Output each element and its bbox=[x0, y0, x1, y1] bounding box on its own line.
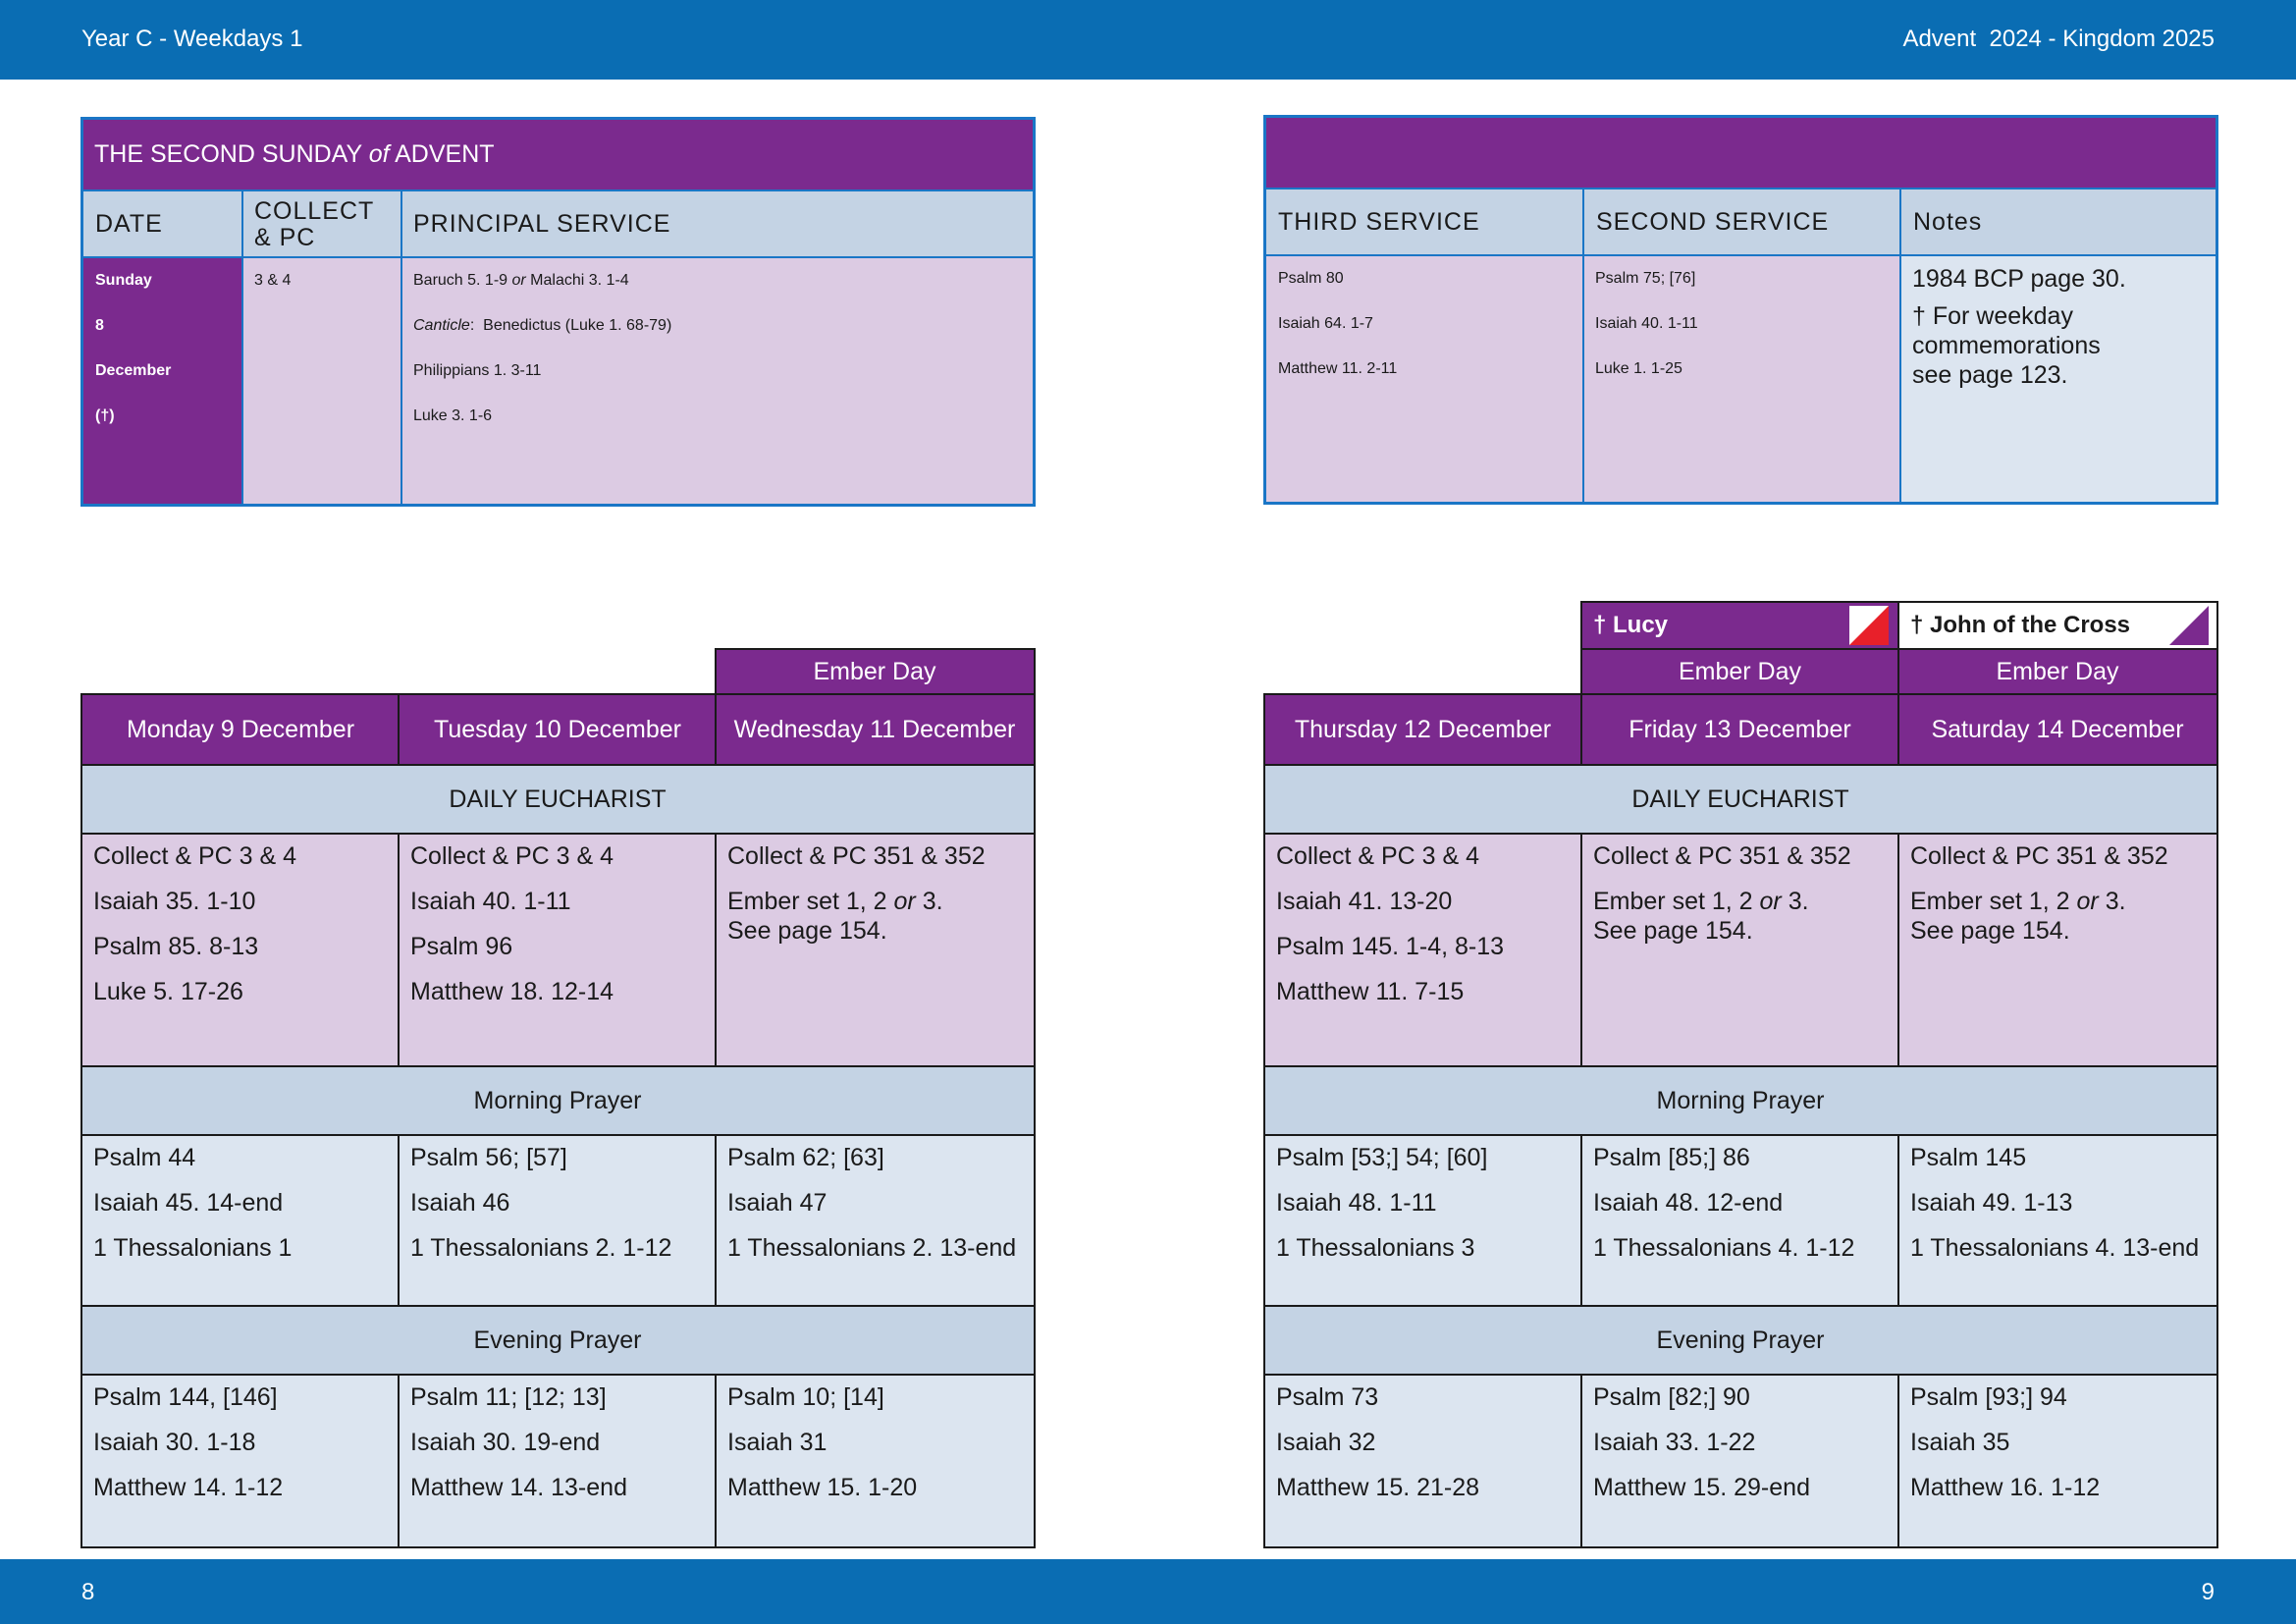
reading: Luke 5. 17-26 bbox=[93, 978, 243, 1005]
left-grid-border bbox=[80, 693, 1036, 1548]
sunday-title bbox=[83, 120, 1033, 189]
ember-text: See page 154. bbox=[1910, 917, 2070, 945]
grid-line bbox=[83, 256, 1033, 258]
grid-line bbox=[1264, 1134, 2217, 1136]
day-header-monday: Monday 9 December bbox=[81, 694, 400, 765]
day-header-friday: Friday 13 December bbox=[1581, 694, 1898, 765]
sunday-title-italic: of bbox=[368, 140, 390, 168]
reading: 1 Thessalonians 4. 1-12 bbox=[1593, 1234, 1855, 1262]
reading: 1 Thessalonians 2. 13-end bbox=[727, 1234, 1017, 1262]
reading: Collect & PC 351 & 352 bbox=[1910, 842, 2168, 870]
grid-line bbox=[398, 1375, 400, 1547]
reading: Isaiah 48. 12-end bbox=[1593, 1189, 1784, 1217]
grid-line bbox=[1264, 764, 2217, 766]
grid-line bbox=[1897, 1375, 1899, 1547]
reading: Isaiah 48. 1-11 bbox=[1276, 1189, 1437, 1217]
grid-line bbox=[1264, 1305, 2217, 1307]
reading: Isaiah 30. 1-18 bbox=[93, 1429, 256, 1456]
reading: Collect & PC 3 & 4 bbox=[93, 842, 297, 870]
sunday-table bbox=[80, 117, 1036, 507]
ember-text: Ember set 1, 2 bbox=[727, 888, 894, 915]
reading: Psalm [53;] 54; [60] bbox=[1276, 1144, 1488, 1171]
page-number-right: 9 bbox=[2201, 1579, 2215, 1605]
reading: Isaiah 30. 19-end bbox=[410, 1429, 601, 1456]
col-third-header: THIRD SERVICE bbox=[1278, 208, 1480, 236]
reading: Isaiah 64. 1-7 bbox=[1278, 315, 1373, 332]
reading: Collect & PC 351 & 352 bbox=[727, 842, 986, 870]
grid-line bbox=[1897, 693, 1899, 765]
grid-line bbox=[398, 1135, 400, 1306]
services-table bbox=[1263, 115, 2218, 505]
sunday-principal-cell bbox=[401, 258, 1033, 504]
reading: Psalm 62; [63] bbox=[727, 1144, 884, 1171]
reading: Psalm 10; [14] bbox=[727, 1383, 884, 1411]
reading: Isaiah 41. 13-20 bbox=[1276, 888, 1453, 915]
grid-line bbox=[81, 1305, 1035, 1307]
date-line: Sunday bbox=[95, 272, 152, 289]
reading: Matthew 11. 7-15 bbox=[1276, 978, 1465, 1005]
section-morning-prayer: Morning Prayer bbox=[81, 1066, 1034, 1135]
reading: 1 Thessalonians 1 bbox=[93, 1234, 293, 1262]
reading: Psalm 44 bbox=[93, 1144, 196, 1171]
reading: Matthew 14. 1-12 bbox=[93, 1474, 284, 1501]
reading: Psalm 11; [12; 13] bbox=[410, 1383, 607, 1411]
grid-line bbox=[1897, 1135, 1899, 1306]
reading: Matthew 15. 21-28 bbox=[1276, 1474, 1480, 1501]
third-service-cell bbox=[1266, 256, 1583, 502]
reading: Psalm 75; [76] bbox=[1595, 270, 1696, 287]
col-collect-header bbox=[254, 198, 374, 251]
reading: Psalm 73 bbox=[1276, 1383, 1379, 1411]
col-date-header: DATE bbox=[95, 210, 163, 238]
reading: Matthew 11. 2-11 bbox=[1278, 360, 1398, 377]
grid-line bbox=[1264, 1065, 2217, 1067]
ember-tab-border bbox=[715, 648, 1036, 695]
right-grid-border bbox=[1263, 693, 2218, 1548]
grid-line bbox=[398, 834, 400, 1066]
principal-reading-3: Philippians 1. 3-11 bbox=[413, 362, 542, 379]
ember-day-label: Ember Day bbox=[1581, 649, 1898, 694]
grid-line bbox=[81, 764, 1035, 766]
reading: Isaiah 40. 1-11 bbox=[1595, 315, 1698, 332]
reading: Luke 1. 1-25 bbox=[1595, 360, 1682, 377]
header-right-text: Advent 2024 - Kingdom 2025 bbox=[1902, 26, 2215, 52]
note-line: commemorations bbox=[1912, 332, 2101, 359]
note-line: 1984 BCP page 30. bbox=[1912, 265, 2126, 293]
reading: Isaiah 31 bbox=[727, 1429, 828, 1456]
grid-line bbox=[1581, 648, 2217, 650]
reading: Psalm [93;] 94 bbox=[1910, 1383, 2067, 1411]
ember-text: See page 154. bbox=[727, 917, 887, 945]
reading: Matthew 18. 12-14 bbox=[410, 978, 614, 1005]
principal-reading-4: Luke 3. 1-6 bbox=[413, 407, 493, 424]
reading: Collect & PC 351 & 352 bbox=[1593, 842, 1851, 870]
grid-line bbox=[1264, 1374, 2217, 1376]
ember-text: 3. bbox=[2098, 888, 2126, 915]
ember-or: or bbox=[2076, 888, 2099, 915]
grid-line bbox=[81, 1065, 1035, 1067]
ember-text: Ember set 1, 2 bbox=[1593, 888, 1760, 915]
reading: Isaiah 47 bbox=[727, 1189, 828, 1217]
day-header-wednesday: Wednesday 11 December bbox=[716, 694, 1034, 765]
grid-line bbox=[1897, 834, 1899, 1066]
reading: Matthew 14. 13-end bbox=[410, 1474, 627, 1501]
sunday-date-cell bbox=[83, 258, 242, 504]
reading: Psalm 144, [146] bbox=[93, 1383, 278, 1411]
reading: Matthew 15. 1-20 bbox=[727, 1474, 918, 1501]
sunday-collect-cell bbox=[242, 258, 401, 504]
sunday-title-text-1: THE SECOND SUNDAY bbox=[94, 140, 369, 168]
date-line: 8 bbox=[95, 317, 104, 334]
grid-line bbox=[1580, 1375, 1582, 1547]
ember-day-label: Ember Day bbox=[1898, 649, 2216, 694]
date-line: (†) bbox=[95, 407, 115, 424]
reading: Matthew 15. 29-end bbox=[1593, 1474, 1810, 1501]
grid-line bbox=[81, 833, 1035, 835]
grid-line bbox=[81, 1134, 1035, 1136]
note-block bbox=[1912, 301, 2204, 390]
grid-line bbox=[1264, 833, 2217, 835]
grid-line bbox=[1266, 188, 2216, 189]
note-line: see page 123. bbox=[1912, 361, 2068, 389]
reading: 1 Thessalonians 4. 13-end bbox=[1910, 1234, 2200, 1262]
reading: Psalm [85;] 86 bbox=[1593, 1144, 1750, 1171]
reading: Psalm 56; [57] bbox=[410, 1144, 567, 1171]
ember-or: or bbox=[893, 888, 916, 915]
grid-line bbox=[1899, 188, 1901, 502]
grid-line bbox=[398, 693, 400, 765]
reading: Collect & PC 3 & 4 bbox=[410, 842, 614, 870]
grid-line bbox=[715, 1375, 717, 1547]
date-line: December bbox=[95, 362, 172, 379]
reading: Isaiah 33. 1-22 bbox=[1593, 1429, 1756, 1456]
day-header-thursday: Thursday 12 December bbox=[1264, 694, 1581, 765]
tag-lucy-text: † Lucy bbox=[1593, 612, 1669, 638]
grid-line bbox=[81, 1374, 1035, 1376]
principal-reading-1 bbox=[413, 258, 1021, 303]
reading-or: or bbox=[511, 272, 526, 289]
reading: 1 Thessalonians 3 bbox=[1276, 1234, 1475, 1262]
reading-text: Baruch 5. 1-9 bbox=[413, 272, 512, 289]
day-header-saturday: Saturday 14 December bbox=[1898, 694, 2216, 765]
second-service-cell bbox=[1583, 256, 1900, 502]
ember-text: 3. bbox=[1781, 888, 1809, 915]
reading: Isaiah 46 bbox=[410, 1189, 510, 1217]
reading: Isaiah 35. 1-10 bbox=[93, 888, 256, 915]
page-header-band bbox=[0, 0, 2296, 80]
col-principal-header: PRINCIPAL SERVICE bbox=[413, 210, 671, 238]
page-number-left: 8 bbox=[81, 1579, 95, 1605]
section-daily-eucharist: DAILY EUCHARIST bbox=[81, 765, 1034, 834]
reading-text: Malachi 3. 1-4 bbox=[525, 272, 629, 289]
grid-line bbox=[1266, 254, 2216, 256]
col-collect-header-line1: COLLECT bbox=[254, 197, 375, 225]
col-notes-header: Notes bbox=[1913, 208, 1983, 236]
grid-line bbox=[1580, 1135, 1582, 1306]
ember-day-label: Ember Day bbox=[716, 649, 1034, 694]
section-evening-prayer: Evening Prayer bbox=[1264, 1306, 2216, 1375]
tag-john-text: † John of the Cross bbox=[1910, 612, 2131, 638]
grid-line bbox=[400, 189, 402, 504]
reading: Psalm 85. 8-13 bbox=[93, 933, 259, 960]
col-collect-header-line2: & PC bbox=[254, 224, 316, 251]
section-daily-eucharist: DAILY EUCHARIST bbox=[1264, 765, 2216, 834]
ember-text: See page 154. bbox=[1593, 917, 1753, 945]
grid-line bbox=[1580, 834, 1582, 1066]
grid-line bbox=[241, 189, 243, 504]
grid-line bbox=[715, 834, 717, 1066]
grid-line bbox=[1582, 188, 1584, 502]
day-header-tuesday: Tuesday 10 December bbox=[399, 694, 717, 765]
ember-or: or bbox=[1759, 888, 1782, 915]
note-line: † For weekday bbox=[1912, 302, 2073, 330]
grid-line bbox=[83, 189, 1033, 191]
grid-line bbox=[715, 1135, 717, 1306]
reading: Psalm 145 bbox=[1910, 1144, 2027, 1171]
page-footer-band bbox=[0, 1559, 2296, 1624]
notes-cell bbox=[1900, 256, 2216, 502]
collect-value: 3 & 4 bbox=[254, 272, 292, 289]
reading: Matthew 16. 1-12 bbox=[1910, 1474, 2101, 1501]
reading: Isaiah 35 bbox=[1910, 1429, 2010, 1456]
reading-text: : Benedictus (Luke 1. 68-79) bbox=[469, 317, 672, 334]
sunday-title-text-2: ADVENT bbox=[389, 140, 495, 168]
grid-line bbox=[1580, 693, 1582, 765]
reading: Psalm 96 bbox=[410, 933, 513, 960]
header-left-text: Year C - Weekdays 1 bbox=[81, 26, 303, 52]
reading: Psalm [82;] 90 bbox=[1593, 1383, 1750, 1411]
reading: Psalm 145. 1-4, 8-13 bbox=[1276, 933, 1505, 960]
section-evening-prayer: Evening Prayer bbox=[81, 1306, 1034, 1375]
reading: Collect & PC 3 & 4 bbox=[1276, 842, 1480, 870]
ember-text: Ember set 1, 2 bbox=[1910, 888, 2077, 915]
section-morning-prayer: Morning Prayer bbox=[1264, 1066, 2216, 1135]
reading: Isaiah 49. 1-13 bbox=[1910, 1189, 2073, 1217]
col-second-header: SECOND SERVICE bbox=[1596, 208, 1830, 236]
reading: Isaiah 40. 1-11 bbox=[410, 888, 571, 915]
canticle-label: Canticle bbox=[413, 317, 470, 334]
reading: Isaiah 32 bbox=[1276, 1429, 1376, 1456]
principal-reading-2 bbox=[413, 303, 1021, 349]
grid-line bbox=[715, 693, 717, 765]
services-title-bar bbox=[1266, 118, 2216, 188]
reading: Psalm 80 bbox=[1278, 270, 1344, 287]
reading: 1 Thessalonians 2. 1-12 bbox=[410, 1234, 672, 1262]
reading: Isaiah 45. 14-end bbox=[93, 1189, 284, 1217]
ember-text: 3. bbox=[915, 888, 943, 915]
